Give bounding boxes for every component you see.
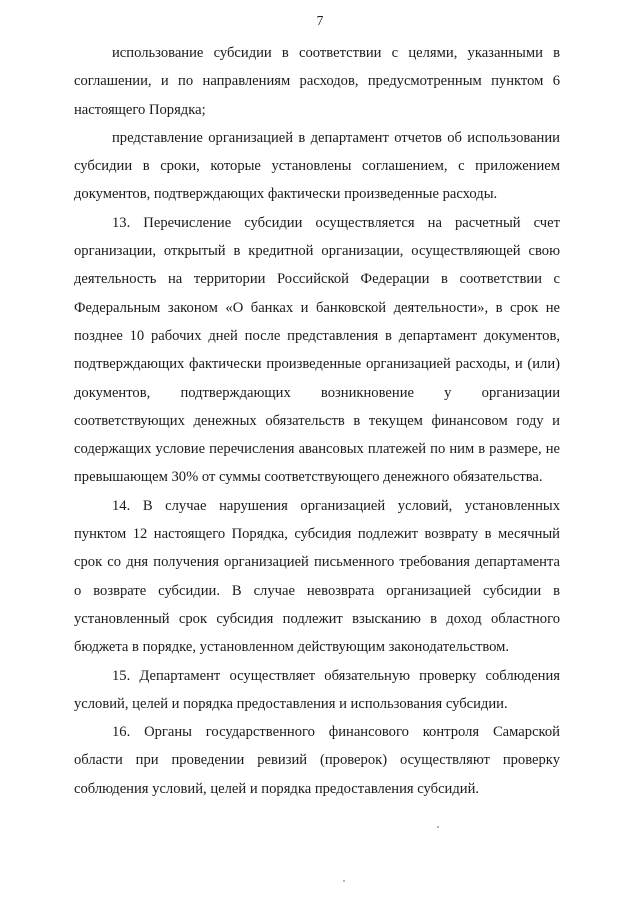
paragraph-subsidy-usage: использование субсидии в соответствии с целями, указанными в соглашении, и по направлениям расходов, предусмотренным пунктом 6 настоящего Порядка; (74, 45, 560, 118)
paragraph-15-inspection: 15. Департамент осуществляет обязательную проверку соблюдения условий, целей и порядка предоставления и использования субсидии. (74, 667, 560, 712)
paragraph-reports: представление организацией в департамент отчетов об использовании субсидии в сроки, которые установлены соглашением, с приложением документов, подтверждающих фактически произведенные расходы. (74, 129, 560, 203)
page-number: 7 (316, 13, 324, 28)
paragraph-13-transfer: 13. Перечисление субсидии осуществляется на расчетный счет организации, открытый в кредитной организации, осуществляющей свою деятельность на территории Российской Федерации в соответствии с Федеральным законом «О банках и банковской деятельности», в срок не позднее 10 рабочих дней после представления в департамент документов, подтверждающих фактически произведенные организацией расходы, и (или) документов, подтверждающих возникновение у организации соответствующих денежных обязательств в текущем финансовом году и содержащих условие перечисления авансовых платежей по ним в размере, не превышающем 30% от суммы соответствующего денежного обязательства. (74, 214, 560, 486)
paragraph-16-control: 16. Органы государственного финансового контроля Самарской области при проведении ревизий (проверок) осуществляют проверку соблюдения условий, целей и порядка предоставления субсидий. (74, 724, 560, 797)
scan-speck (437, 826, 439, 828)
paragraph-14-return: 14. В случае нарушения организацией условий, установленных пунктом 12 настоящего Порядка, субсидия подлежит возврату в месячный срок со дня получения организацией письменного требования департамента о возврате субсидии. В случае невозврата организацией субсидии в установленный срок субсидия подлежит взысканию в доход областного бюджета в порядке, установленном действующим законодательством. (74, 497, 560, 656)
document-body (74, 39, 560, 803)
scan-speck (343, 880, 345, 882)
